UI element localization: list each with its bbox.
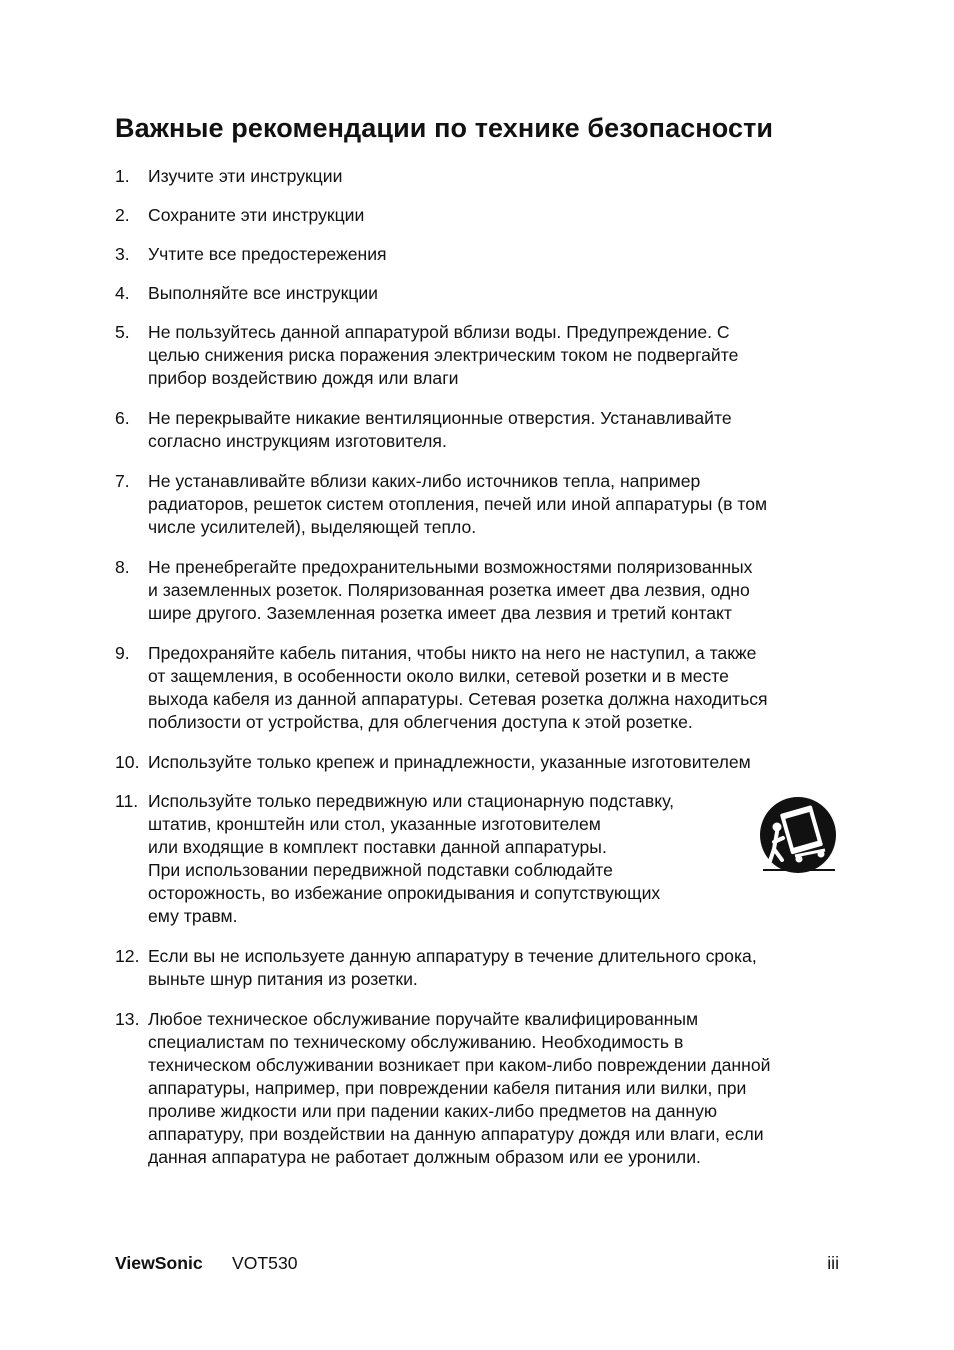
list-item-10 xyxy=(115,751,835,790)
list-item-5 xyxy=(115,321,835,407)
item-text-line: Не устанавливайте вблизи каких-либо источников тепла, например xyxy=(148,471,701,491)
list-item-6 xyxy=(115,407,835,470)
item-text-line: Сохраните эти инструкции xyxy=(148,205,365,225)
list-item-13 xyxy=(115,1008,835,1169)
item-number: 1. xyxy=(115,166,130,186)
item-text-line: выхода кабеля из данной аппаратуры. Сетевая розетка должна находиться xyxy=(148,689,768,709)
item-text-line: Используйте только крепеж и принадлежности, указанные изготовителем xyxy=(148,752,751,772)
item-number: 10. xyxy=(115,752,140,772)
list-item-2 xyxy=(115,204,835,243)
item-text-line: согласно инструкциям изготовителя. xyxy=(148,431,447,451)
item-number: 12. xyxy=(115,946,140,966)
item-text-line: ему травм. xyxy=(148,906,238,926)
list-item-11 xyxy=(115,790,835,945)
item-text-line: аппаратуры, например, при повреждении кабеля питания или вилки, при xyxy=(148,1078,747,1098)
item-number: 7. xyxy=(115,471,130,491)
item-text-line: проливе жидкости или при падении каких-либо предметов на данную xyxy=(148,1101,718,1121)
item-text-line: Не перекрывайте никакие вентиляционные отверстия. Устанавливайте xyxy=(148,408,732,428)
page-number: iii xyxy=(827,1253,839,1273)
item-number: 9. xyxy=(115,643,130,663)
item-text-line: числе усилителей), выделяющей тепло. xyxy=(148,517,477,537)
list-item-4 xyxy=(115,282,835,321)
page-title: Важные рекомендации по технике безопасности xyxy=(115,113,774,143)
footer-model: VOT530 xyxy=(232,1253,298,1273)
item-text-line: Любое техническое обслуживание поручайте квалифицированным xyxy=(148,1009,699,1029)
item-text-line: штатив, кронштейн или стол, указанные изготовителем xyxy=(148,814,601,834)
item-text-line: аппаратуру, при воздействии на данную аппаратуру дождя или влаги, если xyxy=(148,1124,764,1144)
item-text-line: выньте шнур питания из розетки. xyxy=(148,969,418,989)
item-text-line: от защемления, в особенности около вилки, сетевой розетки и в месте xyxy=(148,666,729,686)
item-text-line: специалистам по техническому обслуживанию. Необходимость в xyxy=(148,1032,684,1052)
item-text-line: Не пользуйтесь данной аппаратурой вблизи воды. Предупреждение. С xyxy=(148,322,730,342)
item-text-line: Изучите эти инструкции xyxy=(148,166,343,186)
item-number: 4. xyxy=(115,283,130,303)
item-text-line: Используйте только передвижную или стационарную подставку, xyxy=(148,791,675,811)
item-text-line: осторожность, во избежание опрокидывания и сопутствующих xyxy=(148,883,661,903)
item-text-line: шире другого. Заземленная розетка имеет два лезвия и третий контакт xyxy=(148,603,732,623)
item-text-line: Выполняйте все инструкции xyxy=(148,283,379,303)
item-number: 2. xyxy=(115,205,130,225)
list-item-7 xyxy=(115,470,835,556)
item-number: 5. xyxy=(115,322,130,342)
item-text-line: целью снижения риска поражения электрическим током не подвергайте xyxy=(148,345,739,365)
cart-tip-over-warning-icon xyxy=(755,794,841,880)
item-text-line: При использовании передвижной подставки соблюдайте xyxy=(148,860,613,880)
item-text-line: Не пренебрегайте предохранительными возможностями поляризованных xyxy=(148,557,753,577)
item-text-line: или входящие в комплект поставки данной аппаратуры. xyxy=(148,837,607,857)
item-number: 13. xyxy=(115,1009,140,1029)
item-number: 11. xyxy=(115,791,139,811)
list-item-9 xyxy=(115,642,835,751)
item-text-line: и заземленных розеток. Поляризованная розетка имеет два лезвия, одно xyxy=(148,580,750,600)
item-text-line: поблизости от устройства, для облегчения доступа к этой розетке. xyxy=(148,712,693,732)
item-number: 8. xyxy=(115,557,130,577)
list-item-12 xyxy=(115,945,835,1008)
item-text-line: радиаторов, решеток систем отопления, печей или иной аппаратуры (в том xyxy=(148,494,768,514)
item-text-line: данная аппаратура не работает должным образом или ее уронили. xyxy=(148,1147,701,1167)
item-text-line: Учтите все предостережения xyxy=(148,244,387,264)
footer-brand: ViewSonic xyxy=(115,1253,203,1273)
item-text-line: Предохраняйте кабель питания, чтобы никто на него не наступил, а также xyxy=(148,643,757,663)
list-item-3 xyxy=(115,243,835,282)
item-number: 3. xyxy=(115,244,130,264)
list-item-8 xyxy=(115,556,835,642)
item-text-line: техническом обслуживании возникает при каком-либо повреждении данной xyxy=(148,1055,771,1075)
item-text-line: Если вы не используете данную аппаратуру в течение длительного срока, xyxy=(148,946,757,966)
item-number: 6. xyxy=(115,408,130,428)
list-item-1 xyxy=(115,165,835,204)
item-text-line: прибор воздействию дождя или влаги xyxy=(148,368,459,388)
safety-instructions-list xyxy=(115,165,835,1169)
